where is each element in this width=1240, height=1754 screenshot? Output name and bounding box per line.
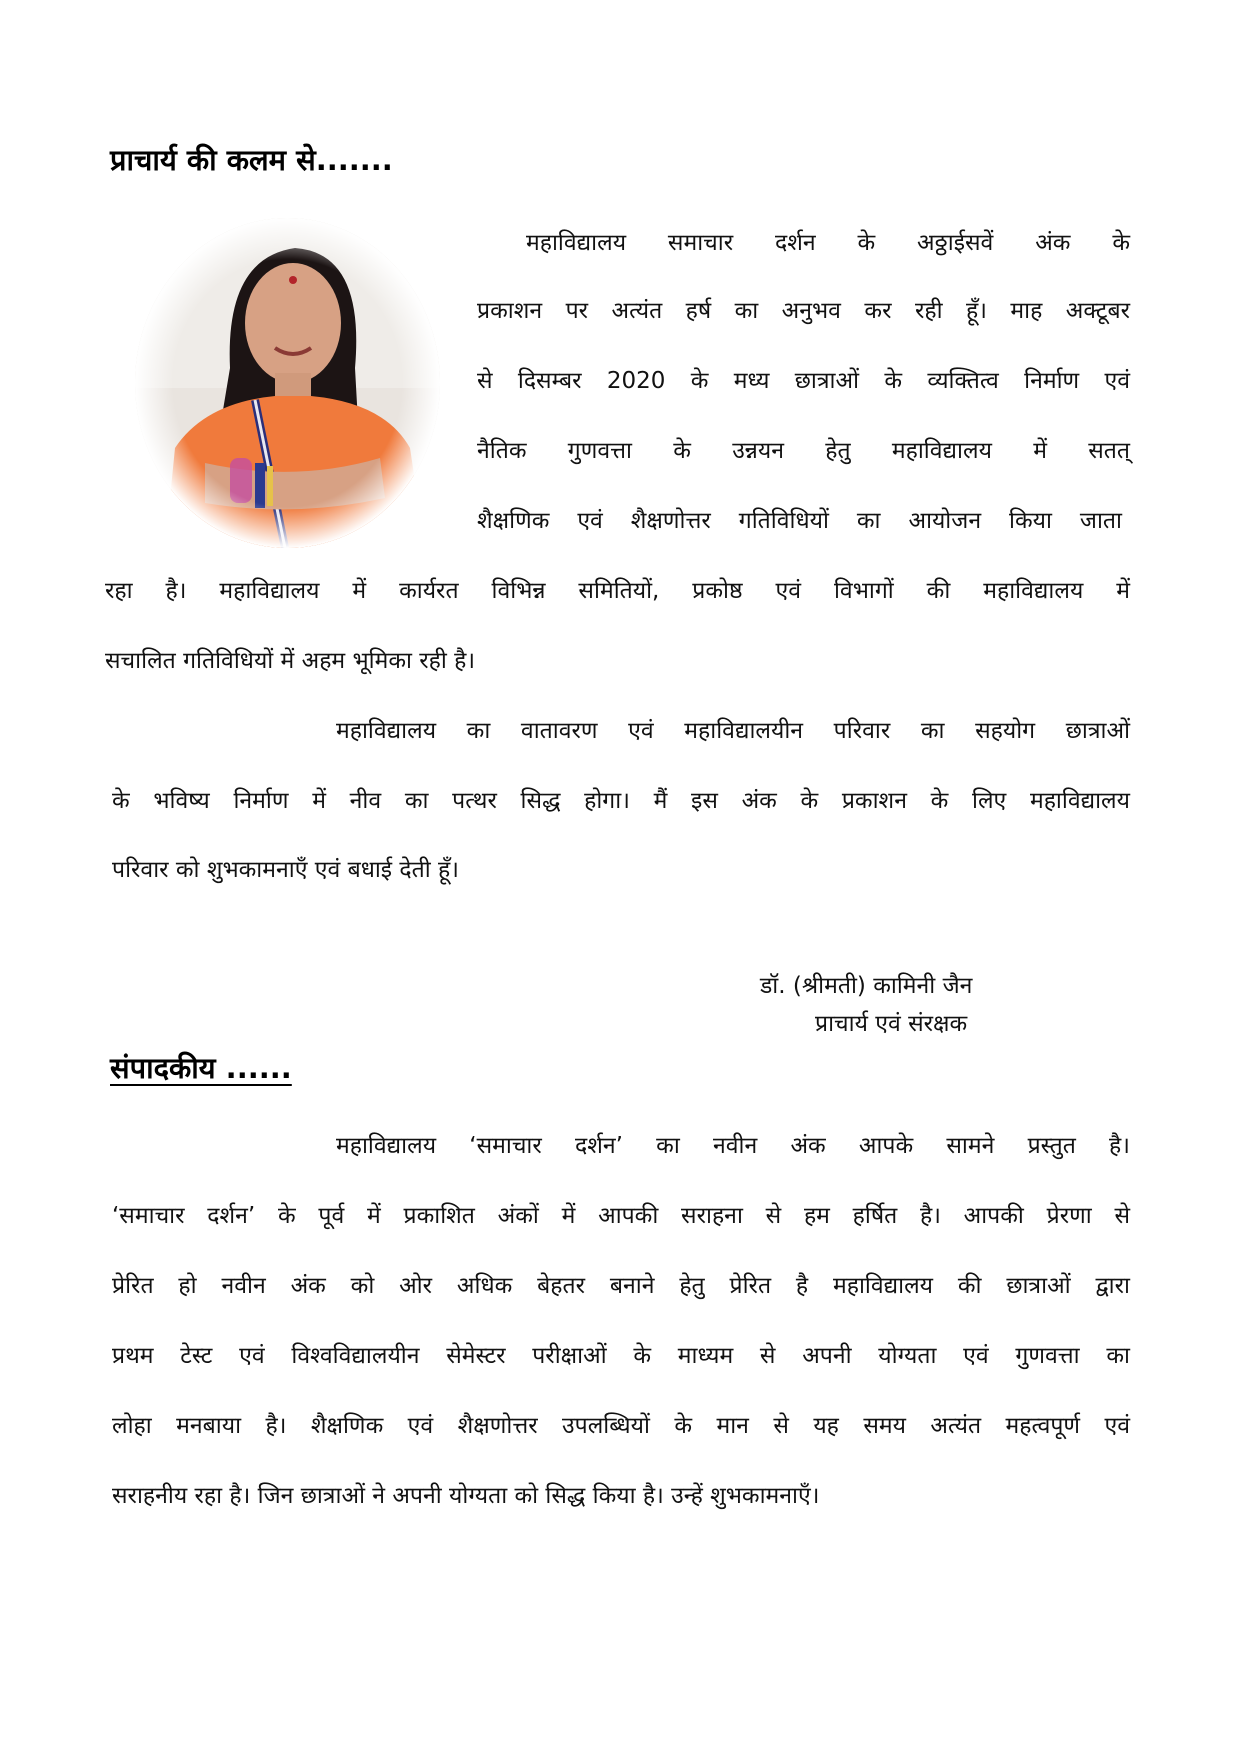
principal-text-line: सचालित गतिविधियों में अहम भूमिका रही है। bbox=[105, 648, 476, 674]
principal-text-line: रहा है। महाविद्यालय में कार्यरत विभिन्न समितियों, प्रकोष्ठ एवं विभागों की महाविद्यालय में bbox=[105, 578, 1130, 604]
principal-portrait-image bbox=[135, 218, 440, 548]
editorial-text-line: प्रथम टेस्ट एवं विश्वविद्यालयीन सेमेस्टर परीक्षाओं के माध्यम से अपनी योग्यता एवं गुणवत्ता का bbox=[112, 1343, 1130, 1369]
signature-title: प्राचार्य एवं संरक्षक bbox=[815, 1011, 968, 1037]
editorial-text-line: सराहनीय रहा है। जिन छात्राओं ने अपनी योग्यता को सिद्ध किया है। उन्हें शुभकामनाएँ। bbox=[112, 1483, 820, 1509]
editorial-text-line: प्रेरित हो नवीन अंक को ओर अधिक बेहतर बनाने हेतु प्रेरित है महाविद्यालय की छात्राओं द्वारा bbox=[112, 1273, 1130, 1299]
signature-name: डॉ. (श्रीमती) कामिनी जैन bbox=[760, 973, 973, 999]
principal-text-line: महाविद्यालय समाचार दर्शन के अठ्ठाईसवें अंक के bbox=[526, 230, 1130, 256]
editorial-heading bbox=[110, 1048, 292, 1087]
principal-text-line: के भविष्य निर्माण में नीव का पत्थर सिद्ध होगा। मैं इस अंक के प्रकाशन के लिए महाविद्यालय bbox=[112, 788, 1130, 814]
principal-text-line: प्रकाशन पर अत्यंत हर्ष का अनुभव कर रही हूँ। माह अक्टूबर bbox=[477, 298, 1130, 324]
editorial-text-line: लोहा मनबाया है। शैक्षणिक एवं शैक्षणोत्तर उपलब्धियों के मान से यह समय अत्यंत महत्वपूर्ण एवं bbox=[112, 1413, 1130, 1439]
principal-photo bbox=[135, 218, 440, 548]
principal-heading: प्राचार्य की कलम से....... bbox=[110, 143, 393, 177]
editorial-text-line: ‘समाचार दर्शन’ के पूर्व में प्रकाशित अंकों में आपकी सराहना से हम हर्षित है। आपकी प्रेरणा से bbox=[112, 1203, 1130, 1229]
principal-text-line: परिवार को शुभकामनाएँ एवं बधाई देती हूँ। bbox=[112, 857, 459, 883]
principal-text-line: शैक्षणिक एवं शैक्षणोत्तर गतिविधियों का आयोजन किया जाता bbox=[477, 508, 1122, 534]
principal-text-line: महाविद्यालय का वातावरण एवं महाविद्यालयीन परिवार का सहयोग छात्राओं bbox=[336, 718, 1130, 744]
principal-text-line: नैतिक गुणवत्ता के उन्नयन हेतु महाविद्यालय में सतत् bbox=[477, 438, 1130, 464]
principal-text-line: से दिसम्बर 2020 के मध्य छात्राओं के व्यक्तित्व निर्माण एवं bbox=[477, 368, 1130, 394]
editorial-heading-text: संपादकीय ...... bbox=[110, 1051, 292, 1085]
editorial-text-line: महाविद्यालय ‘समाचार दर्शन’ का नवीन अंक आपके सामने प्रस्तुत है। bbox=[336, 1133, 1130, 1159]
